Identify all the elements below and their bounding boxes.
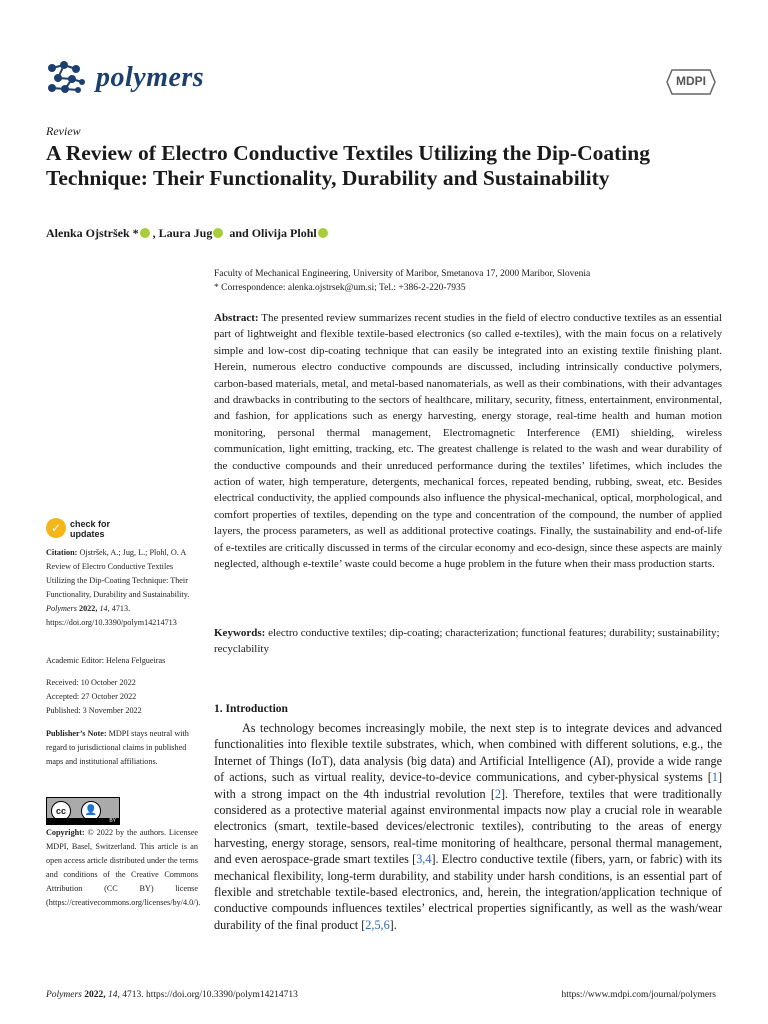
citation-volume: 14	[99, 604, 108, 613]
intro-text: ] with a strong impact on the 4th industrial revolution [	[214, 770, 722, 801]
by-label: BY	[47, 818, 119, 824]
copyright-block	[46, 826, 201, 910]
copyright-text: © 2022 by the authors. Licensee MDPI, Basel, Switzerland. This article is an open access article distributed under the terms and conditions of the Creative Commons Attribution (CC BY) license (https://creativecommons.org/licenses/by/4.0/).	[46, 828, 201, 907]
citation-link[interactable]: 2,5,6	[365, 917, 390, 932]
intro-text: ].	[389, 917, 397, 932]
author-separator: and	[226, 226, 252, 240]
author-name[interactable]: Alenka Ojstršek	[46, 226, 130, 240]
abstract-text: The presented review summarizes recent studies in the field of electro conductive textiles as an essential part of lightweight and flexible textile-based electronics (so called e-textiles), with the main focus on a relatively simple and low-cost dip-coating technique that can easily be integrated into an existing textile finishing plant. Herein, numerous electro conductive compounds are discussed, including intrinsically conductive polymers, carbon-based materials, metal, and metal-based nanomaterials, as well as their combinations, with their advantages and drawbacks in contributing to the sectors of healthcare, military, security, fitness, entertainment, environmental, and fashion, for applications such as energy harvesting, energy storage, real-time health and human motion monitoring, personal thermal management, Electromagnetic Interference (EMI) shielding, wireless communication, light emitting, tracking, etc. The greatest challenge is related to the wash and wear durability of the conductive compounds and their unreduced performance during the textiles’ lifetimes, which includes the action of water, high temperature, detergents, mechanical forces, repeated bending, rubbing, sweat, etc. Besides electrical conductivity, the applied compounds also influence the physical-mechanical, optical, morphological, and comfort properties of textiles, depending on the type and concentration of the compound, the number of applied layers, the process parameters, as well as additional protective coatings. Finally, the sustainability and end-of-life of e-textiles are critically discussed in terms of the circular economy and eco-design, since these aspects are mainly neglected, although e-textile’ waste could become a huge problem in the future when their mass production starts.	[214, 312, 722, 571]
affiliation: Faculty of Mechanical Engineering, University of Maribor, Smetanova 17, 2000 Maribor, Slovenia	[214, 269, 591, 279]
accepted-date: Accepted: 27 October 2022	[46, 692, 137, 701]
article-title: A Review of Electro Conductive Textiles Utilizing the Dip-Coating Technique: Their Functionality, Durability and Sustainability	[46, 141, 650, 190]
check-updates-line2: updates	[70, 529, 105, 539]
affiliation-block	[214, 267, 734, 295]
corresponding-mark: *	[129, 226, 139, 240]
citation-link[interactable]: 3,4	[416, 852, 432, 867]
citation-link[interactable]: 1	[711, 770, 718, 785]
keywords-label: Keywords:	[214, 627, 266, 639]
publisher-note-label: Publisher’s Note:	[46, 729, 107, 738]
cc-icon: cc	[51, 801, 71, 821]
footer-doi[interactable]: , 4713. https://doi.org/10.3390/polym14214713	[117, 990, 298, 1000]
orcid-icon[interactable]	[213, 228, 223, 238]
footer-volume: 14	[108, 990, 118, 1000]
publisher-name: MDPI	[676, 74, 706, 88]
orcid-icon[interactable]	[318, 228, 328, 238]
abstract	[214, 310, 722, 573]
footer-year: 2022,	[81, 990, 109, 1000]
author-list	[46, 226, 331, 241]
cc-by-license-badge[interactable]	[46, 797, 120, 825]
citation-doi[interactable]: , 4713. https://doi.org/10.3390/polym14214713	[46, 604, 177, 627]
keywords	[214, 625, 722, 658]
author-name[interactable]: Laura Jug	[158, 226, 213, 240]
intro-text: ]. Therefore, textiles that were traditionally considered as a protective material against environmental impacts now play a crucial role in wearable electronics (smart, textile-based devices/electronic textiles), contributing to the areas of energy harvesting, energy storage, sensors, real-time monitoring of healthcare, personal thermal management, and even aerospace-grade smart textiles [	[214, 786, 722, 867]
correspondence: * Correspondence: alenka.ojstrsek@um.si; Tel.: +386-2-220-7935	[214, 283, 466, 293]
check-for-updates-button[interactable]	[46, 518, 166, 540]
citation-link[interactable]: 2	[494, 786, 501, 801]
mdpi-logo	[666, 68, 716, 96]
keywords-text: electro conductive textiles; dip-coating; characterization; functional features; durability; sustainability; recyclability	[214, 627, 720, 656]
dates-block	[46, 676, 198, 718]
copyright-label: Copyright:	[46, 828, 85, 837]
intro-text: As technology becomes increasingly mobile, the next step is to integrate devices and advanced functionalities into flexible textile substrates, which, when combined with different solutions, e.g., the Internet of Things (IoT), data analysis (big data) and Artificial Intelligence (AI), provide a wide range of actions, such as virtual reality, device-to-device communications, and cyber-physical systems [	[214, 721, 722, 785]
footer-journal: Polymers	[46, 990, 82, 1000]
received-date: Received: 10 October 2022	[46, 678, 136, 687]
published-date: Published: 3 November 2022	[46, 706, 142, 715]
footer-citation	[46, 990, 298, 1000]
check-updates-icon: ✓	[46, 518, 66, 538]
journal-name: polymers	[96, 62, 205, 93]
citation-label: Citation:	[46, 548, 78, 557]
academic-editor: Academic Editor: Helena Felgueiras	[46, 656, 166, 665]
intro-text: ]. Electro conductive textile (fibers, yarn, or fabric) with its mechanical flexibility, long-term durability, and stability under harsh conditions, is an essential part of flexible and stretchable textile-based electronics, and, herein, the integration/application technique of conductive compounds influences textiles’ electrical properties significantly, as well as the wash/wear durability of the final product [	[214, 852, 722, 932]
check-updates-line1: check for	[70, 519, 111, 529]
citation-year: 2022,	[76, 604, 100, 613]
article-type: Review	[46, 124, 81, 138]
introduction-paragraph	[214, 720, 722, 933]
footer-journal-url[interactable]: https://www.mdpi.com/journal/polymers	[561, 990, 716, 1000]
polymers-logo-icon	[46, 60, 86, 94]
section-heading: 1. Introduction	[214, 703, 288, 715]
attribution-person-icon: 👤	[81, 801, 101, 821]
abstract-label: Abstract:	[214, 312, 259, 324]
orcid-icon[interactable]	[140, 228, 150, 238]
author-name[interactable]: Olivija Plohl	[251, 226, 317, 240]
publisher-note-text: MDPI stays neutral with regard to jurisdictional claims in published maps and institutional affiliations.	[46, 729, 189, 766]
citation-text: Ojstršek, A.; Jug, L.; Plohl, O. A Review of Electro Conductive Textiles Utilizing the Dip-Coating Technique: Their Functionality, Durability and Sustainability.	[46, 548, 190, 599]
citation-journal: Polymers	[46, 604, 77, 613]
publisher-note	[46, 727, 198, 769]
citation-block	[46, 546, 198, 630]
author-separator: ,	[152, 226, 159, 240]
